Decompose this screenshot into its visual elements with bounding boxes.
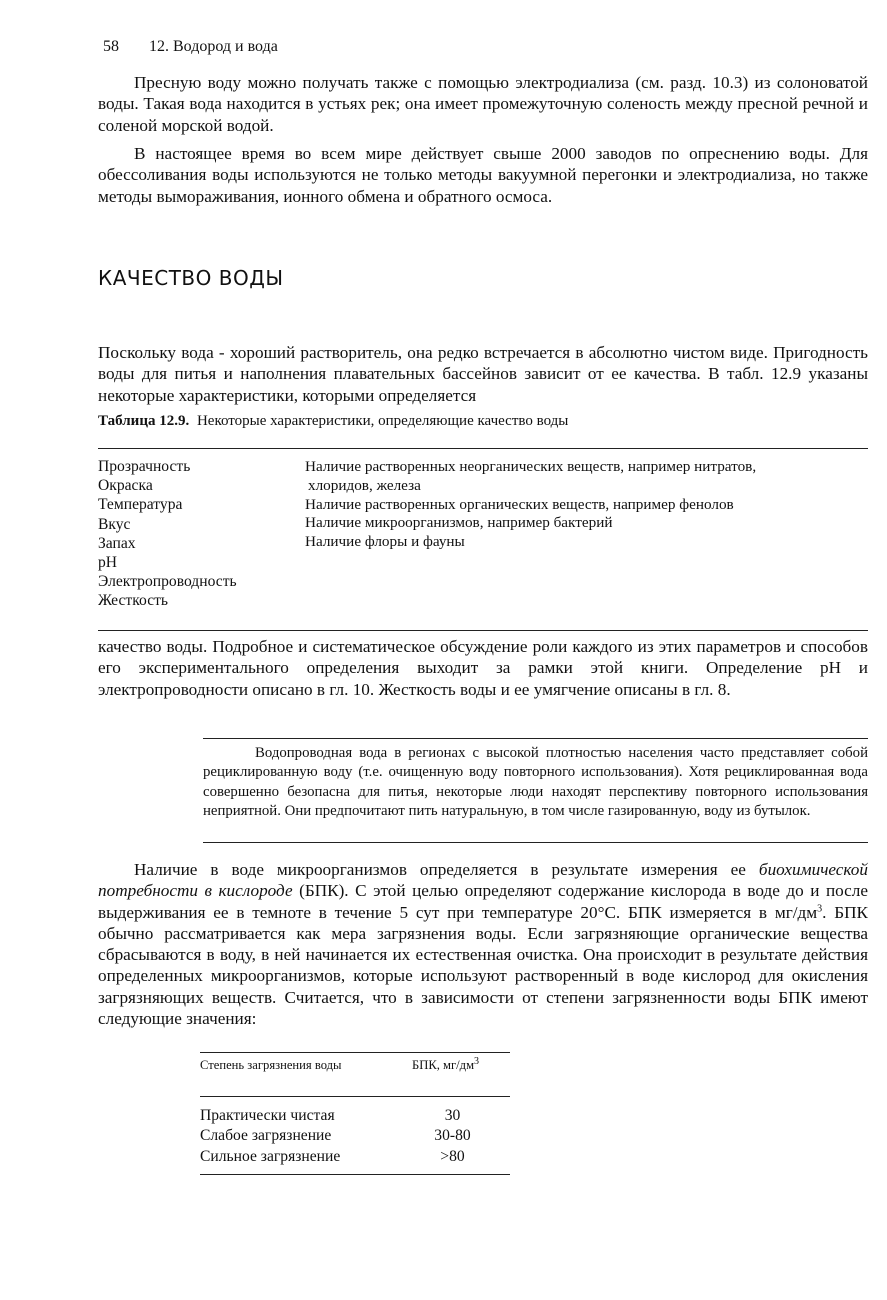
bod-header-col2-text: БПК, мг/дм [412, 1058, 475, 1072]
table-caption [98, 413, 568, 430]
paragraph-3: Поскольку вода - хороший растворитель, она редко встречается в абсолютно чистом виде. Пригодность воды для питья и наполнения плавательных бассейнов зависит от ее качества. В табл. 12.9 указаны некоторые характеристики, которыми определяется [98, 343, 868, 405]
paragraph-1: Пресную воду можно получать также с помощью электродиализа (см. разд. 10.3) из солоноватой воды. Такая вода находится в устьях рек; она имеет промежуточную соленость между пресной речной и соленой морской водой. [98, 73, 868, 135]
table-row [200, 1147, 510, 1167]
table-item: Температура [98, 496, 183, 514]
table-left-column [98, 457, 237, 611]
row-value: >80 [440, 1147, 465, 1165]
table-item: Электропроводность [98, 573, 237, 591]
bod-table-header [200, 1055, 510, 1073]
bod-header-col2 [412, 1055, 480, 1073]
table-item: pH [98, 554, 118, 572]
paragraph-5-part: Наличие в воде микроорганизмов определяется в результате измерения ее [134, 860, 759, 879]
paragraph-2: В настоящее время во всем мире действует свыше 2000 заводов по опреснению воды. Для обессоливания воды используются не только методы вакуумной перегонки и электродиализа, но также методы вымораживания, ионного обмена и обратного осмоса. [98, 144, 868, 206]
note-bottom-rule [203, 842, 868, 843]
bod-table-top-rule [200, 1052, 510, 1053]
table-row [200, 1126, 510, 1146]
row-label: Практически чистая [200, 1107, 335, 1124]
bod-table-bottom-rule [200, 1174, 510, 1175]
table-item: Окраска [98, 477, 153, 495]
table-item: Жесткость [98, 592, 169, 610]
row-value: 30-80 [434, 1127, 471, 1145]
paragraph-5-italic-term: биохимической потребности в кислороде [98, 860, 868, 901]
table-item: Запах [98, 534, 136, 552]
paragraph-5-part: (БПК). С этой целью определяют содержание кислорода в воде до и после выдерживания ее в темноте в течение 5 сут при температуре 20°С. БПК измеряется в мг/дм [98, 881, 868, 922]
page-number: 58 [103, 38, 119, 55]
paragraph-5-superscript: 3 [817, 902, 823, 914]
table-label: Таблица 12.9. [98, 413, 190, 429]
paragraph-5-part: . БПК обычно рассматривается как мера загрязнения воды. Если загрязняющие органические вещества сбрасываются в воду, в ней начинается их естественная очистка. Она происходит в результате действия определенных микроорганизмов, которые используют растворенный в воде кислород для окисления загрязняющих веществ. Считается, что в зависимости от степени загрязненности воды БПК имеют следующие значения: [98, 902, 868, 1029]
table-item: Вкус [98, 515, 131, 533]
table-item: Наличие микроорганизмов, например бактерий [305, 514, 613, 532]
paragraph-4: качество воды. Подробное и систематическое обсуждение роли каждого из этих параметров и способов его экспериментального определения выходит за рамки этой книги. Определение pH и электропроводности описано в гл. 10. Жесткость воды и ее умягчение описаны в гл. 8. [98, 637, 868, 699]
bod-table-header-rule [200, 1096, 510, 1097]
table-row [200, 1106, 510, 1126]
table-item: Наличие флоры и фауны [305, 533, 465, 551]
table-item: Прозрачность [98, 458, 191, 475]
section-heading: КАЧЕСТВО ВОДЫ [98, 266, 284, 290]
table-right-column [305, 458, 870, 552]
row-value: 30 [444, 1107, 461, 1124]
note-box: Водопроводная вода в регионах с высокой плотностью населения часто представляет собой рециклированную воду (т.е. очищенную воду повторного использования). Хотя рециклированная вода совершенно безопасна для питья, некоторые люди находят перспективу повторного использования неприятной. Они предпочитают пить натуральную, в том числе газированную, воду из бутылок. [203, 745, 868, 819]
table-top-rule [98, 448, 868, 449]
note-top-rule [203, 738, 868, 739]
table-caption-text: Некоторые характеристики, определяющие качество воды [196, 413, 569, 429]
bod-header-col1: Степень загрязнения воды [200, 1058, 342, 1072]
table-bottom-rule [98, 630, 868, 631]
table-item-continuation: хлоридов, железа [308, 476, 421, 494]
chapter-title: 12. Водород и вода [149, 38, 278, 55]
paragraph-5 [98, 859, 868, 1029]
bod-table [200, 1055, 510, 1167]
row-label: Сильное загрязнение [200, 1147, 341, 1165]
table-item: Наличие растворенных органических веществ, например фенолов [305, 495, 734, 513]
page-header [103, 38, 278, 56]
row-label: Слабое загрязнение [200, 1127, 332, 1145]
table-item: Наличие растворенных неорганических веществ, например нитратов, [305, 458, 757, 475]
bod-header-col2-sup: 3 [474, 1055, 480, 1067]
